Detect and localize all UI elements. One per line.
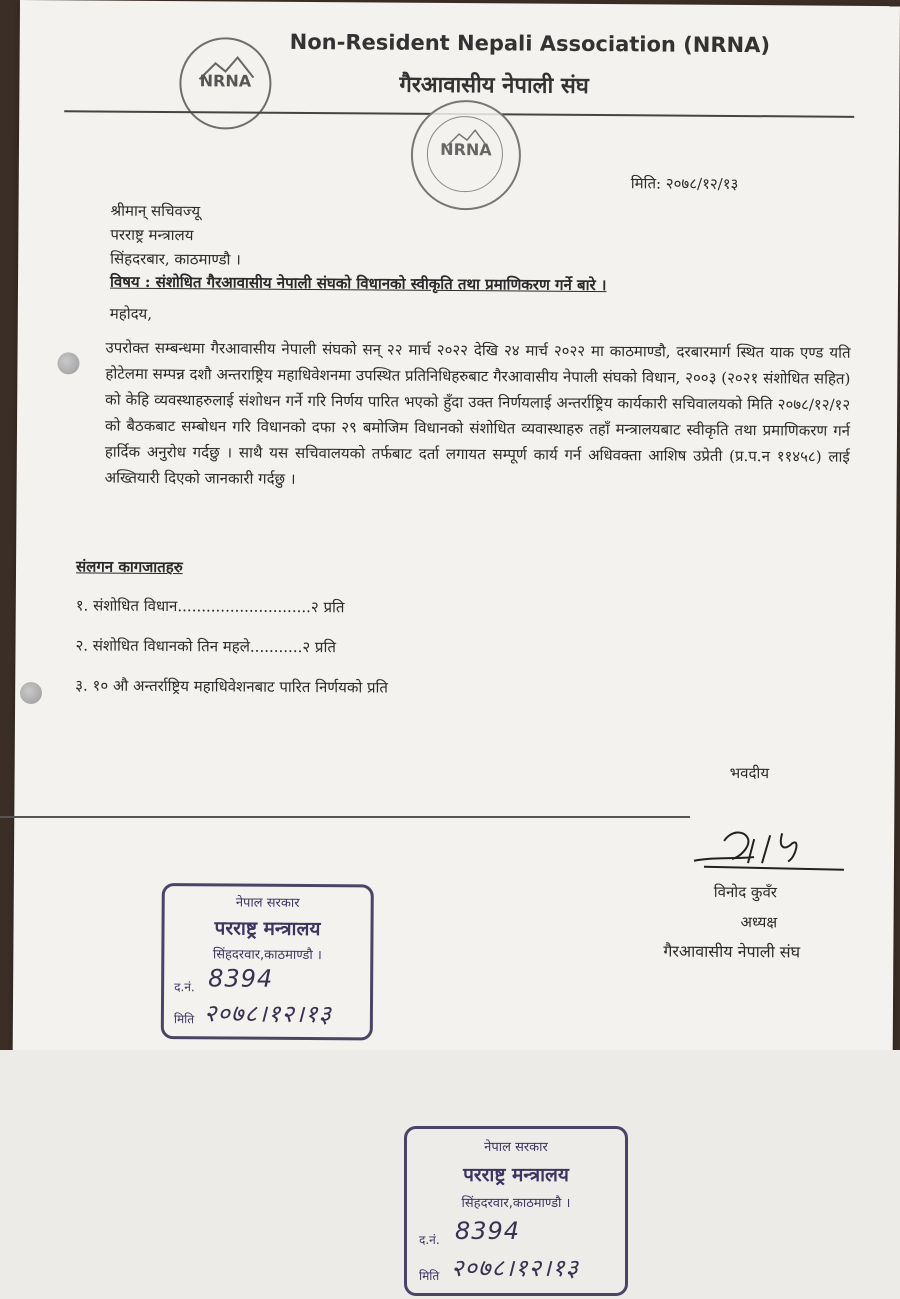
enclosures-title: संलगन कागजातहरु: [75, 557, 183, 577]
punch-hole: [57, 352, 79, 374]
ministry-receipt-stamp: [161, 883, 374, 1040]
letter-page: [13, 0, 900, 1064]
stamp-reg-number: 8394: [208, 964, 274, 993]
recipient-address: [110, 199, 241, 272]
handwritten-signature: [684, 817, 854, 878]
enclosure-item: १. संशोधित विधान............................२ प्रति: [75, 596, 345, 617]
stamp-reg-label: द.नं.: [419, 1233, 440, 1247]
stamp-date-label: मिति: [419, 1269, 440, 1283]
enclosure-item: २. संशोधित विधानको तिन महले...........२ प्रति: [75, 636, 337, 657]
seal-text: NRNA: [440, 139, 492, 160]
nrna-logo: [179, 37, 272, 130]
org-name-nepali: गैरआवासीय नेपाली संघ: [399, 72, 589, 99]
stamp-ministry: परराष्ट्र मन्त्रालय: [214, 917, 321, 941]
signer-name: विनोद कुवँर: [713, 882, 778, 902]
stamp-government: नेपाल सरकार: [484, 1140, 548, 1155]
stamp-location: सिंहदरवार,काठमाण्डौ ।: [461, 1196, 571, 1211]
signer-title: अध्यक्ष: [740, 913, 778, 932]
stamp-reg-number: 8394: [455, 1217, 521, 1245]
stamp-date-label: मिति: [173, 1012, 195, 1027]
stamp-reg-label: द.नं.: [174, 980, 195, 995]
logo-text: NRNA: [199, 71, 252, 91]
copy-sheet: [0, 1050, 900, 1299]
address-line: परराष्ट्र मन्त्रालय: [110, 225, 194, 245]
address-line: सिंहदरबार, काठमाण्डौ ।: [110, 249, 241, 269]
salutation: महोदय,: [109, 304, 153, 323]
page-fold-line: [0, 816, 690, 818]
stamp-date-value: २०७८।१२।१३: [451, 1254, 580, 1282]
stamp-ministry: परराष्ट्र मन्त्रालय: [463, 1164, 569, 1186]
stamp-government: नेपाल सरकार: [235, 895, 300, 911]
address-line: श्रीमान् सचिवज्यू: [110, 201, 201, 221]
ministry-receipt-stamp-copy: [404, 1126, 628, 1296]
stamp-date-value: २०७८।१२।१३: [203, 999, 333, 1029]
letter-body: उपरोक्त सम्बन्धमा गैरआवासीय नेपाली संघको सन् २२ मार्च २०२२ देखि २४ मार्च २०२२ मा काठमाण्डौ, दरबारमार्ग स्थित याक एण्ड यति होटेलमा सम्पन्न दशौ अन्तराष्ट्रिय महाधिवेशनमा उपस्थित प्रतिनिधिहरुबाट गैरआवासीय नेपाली संघको विधान, २००३ (२०२१ संशोधित सहित) को केहि व्यवस्थाहरुलाई संशोधन गर्ने गरि निर्णय पारित भएको हुँदा उक्त निर्णयलाई अन्तर्राष्ट्रिय कार्यकारी सचिवालयको मिति २०७८/१२/१२ को बैठकबाट सम्बोधन गरि विधानको दफा २९ बमोजिम विधानको संशोधित व्यवास्थाहरु तहाँ मन्त्रालयबाट स्वीकृति तथा प्रमाणिकरण गर्न हार्दिक अनुरोध गर्दछु । साथै यस सचिवालयको तर्फबाट दर्ता लगायत सम्पूर्ण कार्य गर्न अधिवक्ता आशिष उप्रेती (प्र.प.न ११४५८) लाई अख्तियारी दिएको जानकारी गर्दछु ।: [104, 338, 851, 488]
closing: भवदीय: [729, 763, 770, 783]
punch-hole: [20, 682, 42, 704]
enclosure-item: ३. १० औ अन्तर्राष्ट्रिय महाधिवेशनबाट पारित निर्णयको प्रति: [75, 676, 389, 697]
org-name-english: Non-Resident Nepali Association (NRNA): [289, 29, 771, 58]
stamp-location: सिंहदरवार,काठमाण्डौ ।: [212, 947, 322, 964]
signer-organization: गैरआवासीय नेपाली संघ: [663, 941, 801, 962]
letter-date: मिति: २०७८/१२/१३: [630, 174, 739, 194]
letter-subject: विषय : संशोधित गैरआवासीय नेपाली संघको विधानको स्वीकृति तथा प्रमाणिकरण गर्ने बारे ।: [109, 272, 607, 295]
nrna-seal: [411, 100, 522, 211]
